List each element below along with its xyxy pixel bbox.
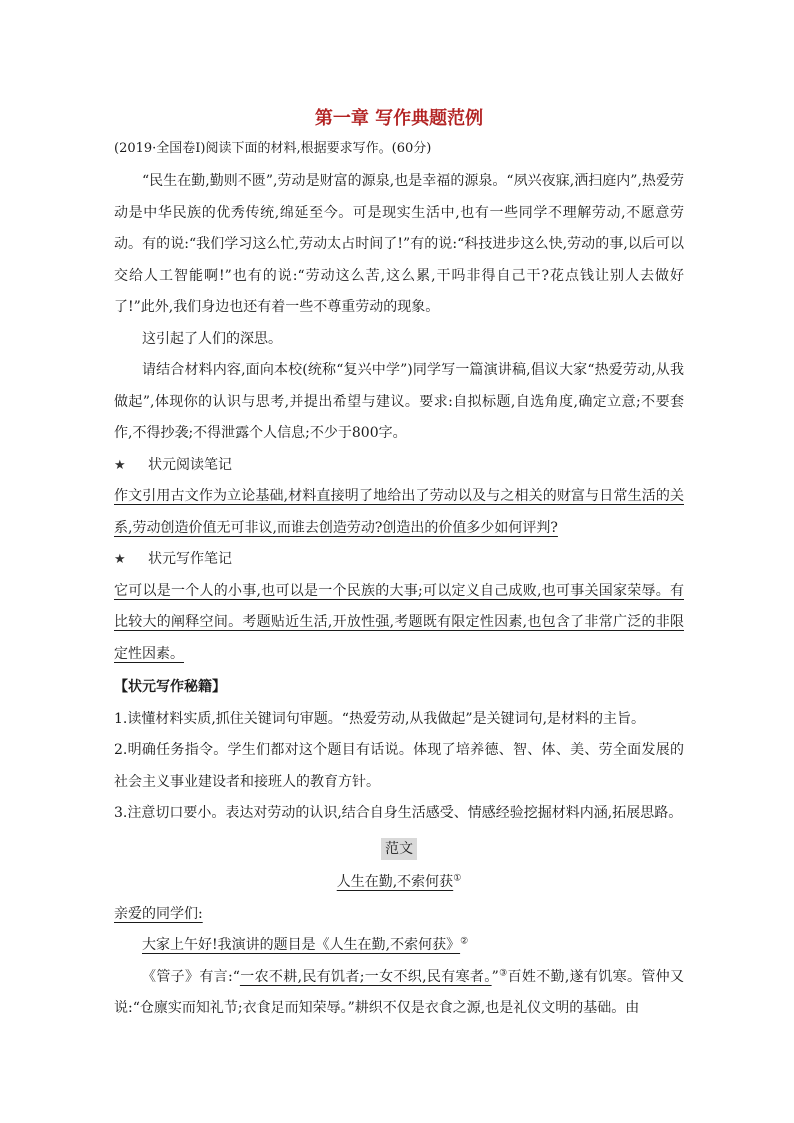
secrets-item-1: 1.读懂材料实质,抓住关键词句审题。“热爱劳动,从我做起”是关键词句,是材料的主旨。 — [114, 710, 646, 727]
essay-greeting-text: 亲爱的同学们: — [114, 905, 203, 922]
secrets-item-2: 2.明确任务指令。学生们都对这个题目有话说。体现了培养德、智、体、美、劳全面发展的社会主义事业建设者和接班人的教育方针。 — [114, 742, 684, 790]
essay-title-text: 人生在勤,不索何获 — [336, 874, 454, 890]
essay-title — [114, 867, 684, 899]
essay-paragraph-1-mark: ② — [460, 936, 469, 947]
document-content — [114, 100, 684, 1025]
essay-p2-start: 《管子》有言:“ — [142, 968, 240, 985]
chapter-title: 第一章 写作典题范例 — [314, 108, 484, 129]
question-source: (2019·全国卷Ⅰ)阅读下面的材料,根据要求写作。(60分) — [114, 141, 432, 156]
essay-title-mark: ① — [453, 873, 462, 884]
model-essay-label-wrap — [114, 834, 684, 866]
reading-notes-text — [114, 481, 684, 544]
star-icon: ★ — [114, 552, 126, 567]
essay-greeting — [114, 899, 684, 931]
material-paragraph-1: “民生在勤,勤则不匮”,劳动是财富的源泉,也是幸福的源泉。“夙兴夜寐,洒扫庭内”,热爱劳动是中华民族的优秀传统,绵延至今。可是现实生活中,也有一些同学不理解劳动,不愿意劳动。有的说:“我们学习这么忙,劳动太占时间了!”有的说:“科技进步这么快,劳动的事,以后可以交给人工智能啊!”也有的说:“劳动这么苦,这么累,干吗非得自己干?花点钱让别人去做好了!”此外,我们身边也还有着一些不尊重劳动的现象。 — [114, 173, 684, 315]
essay-paragraph-1-text: 大家上午好!我演讲的题目是《人生在勤,不索何获》 — [142, 937, 461, 953]
essay-p2-mark: ③ — [498, 967, 508, 978]
essay-p2-rest: 百姓不勤,遂有饥寒。管仲又说:“仓廪实而知礼节;衣食足而知荣辱。”耕织不仅是衣食之源,也是礼仪文明的基础。由 — [114, 968, 685, 1016]
essay-p2-quote-end: ” — [491, 968, 499, 985]
writing-notes-heading — [114, 544, 684, 576]
secrets-heading: 【状元写作秘籍】 — [114, 679, 226, 695]
star-icon: ★ — [114, 457, 126, 473]
essay-paragraph-2 — [114, 962, 684, 1025]
reading-notes-underlined: 作文引用古文作为立论基础,材料直接明了地给出了劳动以及与之相关的财富与日常生活的关系,劳动创造价值无可非议,而谁去创造劳动?创造出的价值多少如何评判? — [114, 488, 684, 536]
essay-paragraph-1 — [114, 930, 684, 962]
writing-notes-text — [114, 576, 684, 671]
essay-p2-quote: 一农不耕,民有饥者;一女不织,民有寒者。 — [239, 968, 492, 985]
reading-notes-heading-text: 状元阅读笔记 — [148, 456, 232, 473]
writing-notes-underlined: 它可以是一个人的小事,也可以是一个民族的大事;可以定义自己成败,也可事关国家荣辱。有比较大的阐释空间。考题贴近生活,开放性强,考题既有限定性因素,也包含了非常广泛的非限定性因素。 — [114, 582, 684, 662]
model-essay-label: 范文 — [381, 838, 417, 860]
material-paragraph-3: 请结合材料内容,面向本校(统称“复兴中学”)同学写一篇演讲稿,倡议大家“热爱劳动,从我做起”,体现你的认识与思考,并提出希望与建议。要求:自拟标题,自选角度,确定立意;不要套作,不得抄袭;不得泄露个人信息;不少于800字。 — [114, 362, 684, 441]
secrets-item-3: 3.注意切口要小。表达对劳动的认识,结合自身生活感受、情感经验挖掘材料内涵,拓展思路。 — [114, 805, 683, 821]
material-paragraph-2: 这引起了人们的深思。 — [142, 330, 282, 347]
writing-notes-heading-text: 状元写作笔记 — [148, 551, 232, 567]
reading-notes-heading — [114, 450, 684, 482]
